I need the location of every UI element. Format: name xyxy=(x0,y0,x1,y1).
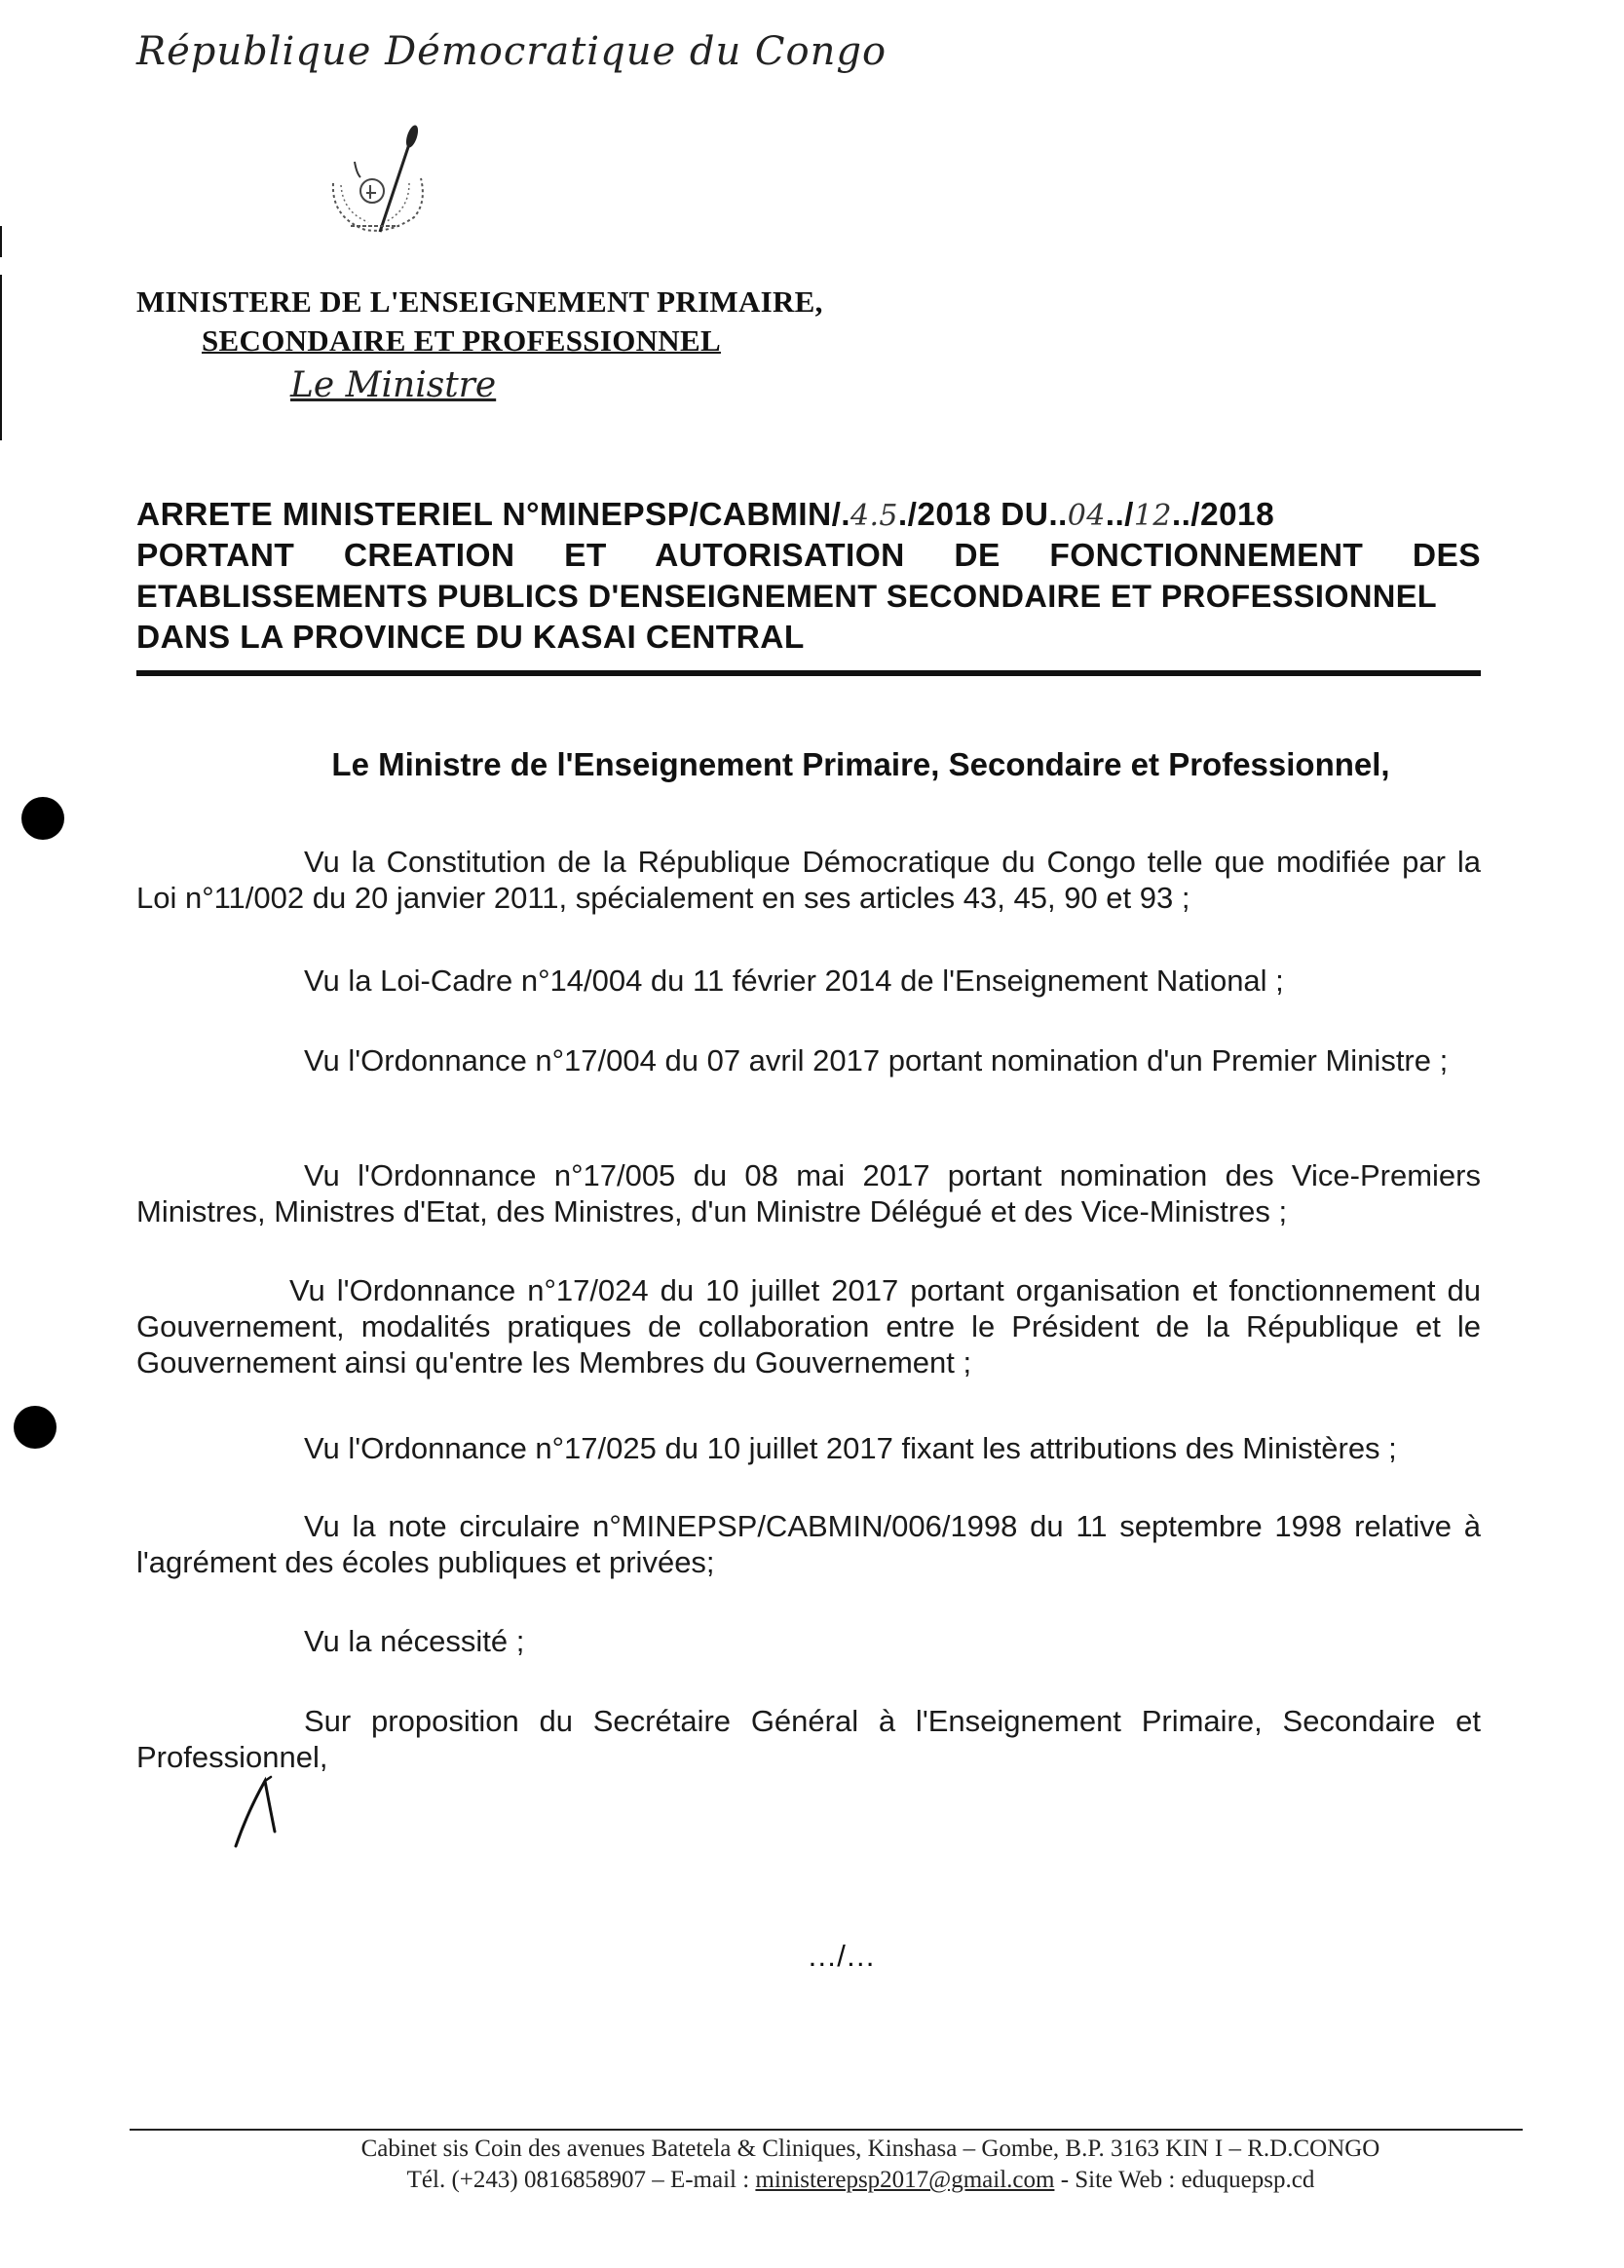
decree-number-prefix: ARRETE MINISTERIEL N°MINEPSP/CABMIN/. xyxy=(136,497,850,533)
consideration-text: Vu l'Ordonnance n°17/004 du 07 avril 2017 portant nomination d'un Premier Ministre ; xyxy=(304,1043,1449,1077)
decree-title-line2: PORTANT CREATION ET AUTORISATION DE FONCTIONNEMENT DES xyxy=(136,538,1481,574)
consideration-text: Vu la Constitution de la République Démocratique du Congo telle que modifiée par la Loi n°11/002 du 20 janvier 2011, spécialement en ses articles 43, 45, 90 et 93 ; xyxy=(136,845,1481,915)
footer-divider xyxy=(130,2129,1523,2131)
decree-date-separator: ../ xyxy=(1105,497,1134,533)
scan-margin-mark xyxy=(0,226,2,257)
page-continuation: …/… xyxy=(807,1939,876,1973)
consideration-paragraph xyxy=(136,1430,1481,1466)
consideration-paragraph xyxy=(136,1042,1481,1078)
footer-email-link[interactable]: ministerepsp2017@gmail.com xyxy=(755,2167,1055,2193)
consideration-paragraph xyxy=(136,1508,1481,1580)
decree-handwritten-month: 12 xyxy=(1133,499,1172,533)
decree-title-line3: ETABLISSEMENTS PUBLICS D'ENSEIGNEMENT SECONDAIRE ET PROFESSIONNEL xyxy=(136,579,1438,614)
preamble-heading: Le Ministre de l'Enseignement Primaire, Secondaire et Professionnel, xyxy=(331,746,1390,782)
consideration-text: Sur proposition du Secrétaire Général à l'Enseignement Primaire, Secondaire et Professionnel, xyxy=(136,1704,1481,1774)
decree-date-prefix: ./2018 DU.. xyxy=(897,497,1068,533)
consideration-text: Vu la nécessité ; xyxy=(304,1624,525,1658)
consideration-text: Vu l'Ordonnance n°17/024 du 10 juillet 2017 portant organisation et fonctionnement du Gouvernement, modalités pratiques de collaboration entre le Président de la République et le Gouvernement ainsi qu'entre les Membres du Gouvernement ; xyxy=(136,1273,1481,1380)
coat-of-arms-emblem xyxy=(312,125,438,242)
consideration-paragraph xyxy=(136,963,1481,999)
decree-handwritten-number: 4.5 xyxy=(850,499,898,533)
le-ministre-signature-heading: Le Ministre xyxy=(290,365,497,405)
footer-phone: Tél. (+243) 0816858907 – E-mail : xyxy=(406,2167,756,2193)
consideration-paragraph xyxy=(136,1703,1481,1775)
punch-hole-mark xyxy=(21,797,64,840)
footer-address: Cabinet sis Coin des avenues Batetela & Cliniques, Kinshasa – Gombe, B.P. 3163 KIN I – R.D.CONGO xyxy=(360,2136,1380,2162)
consideration-text: Vu la note circulaire n°MINEPSP/CABMIN/006/1998 du 11 septembre 1998 relative à l'agrément des écoles publiques et privées; xyxy=(136,1509,1481,1579)
footer-website: - Site Web : eduquepsp.cd xyxy=(1054,2167,1315,2193)
scan-margin-mark xyxy=(0,275,2,440)
consideration-paragraph xyxy=(136,844,1481,916)
consideration-paragraph xyxy=(136,1623,1481,1659)
decree-year: ../2018 xyxy=(1171,497,1275,533)
decree-title-line1 xyxy=(136,497,1481,534)
consideration-text: Vu la Loi-Cadre n°14/004 du 11 février 2014 de l'Enseignement National ; xyxy=(304,964,1284,998)
handwritten-initial xyxy=(226,1773,284,1856)
title-divider xyxy=(136,670,1481,676)
republic-heading: République Démocratique du Congo xyxy=(136,29,888,74)
ministry-name-line2: SECONDAIRE ET PROFESSIONNEL xyxy=(202,323,721,358)
consideration-paragraph xyxy=(136,1157,1481,1229)
punch-hole-mark xyxy=(14,1406,57,1449)
decree-handwritten-day: 04 xyxy=(1067,499,1106,533)
footer-contact xyxy=(0,2167,1624,2194)
consideration-text: Vu l'Ordonnance n°17/025 du 10 juillet 2017 fixant les attributions des Ministères ; xyxy=(304,1431,1397,1465)
consideration-text: Vu l'Ordonnance n°17/005 du 08 mai 2017 portant nomination des Vice-Premiers Ministres, Ministres d'Etat, des Ministres, d'un Ministre Délégué et des Vice-Ministres ; xyxy=(136,1158,1481,1228)
consideration-paragraph xyxy=(136,1272,1481,1380)
ministry-name-line1: MINISTERE DE L'ENSEIGNEMENT PRIMAIRE, xyxy=(136,284,823,319)
decree-title-line4: DANS LA PROVINCE DU KASAI CENTRAL xyxy=(136,620,805,656)
